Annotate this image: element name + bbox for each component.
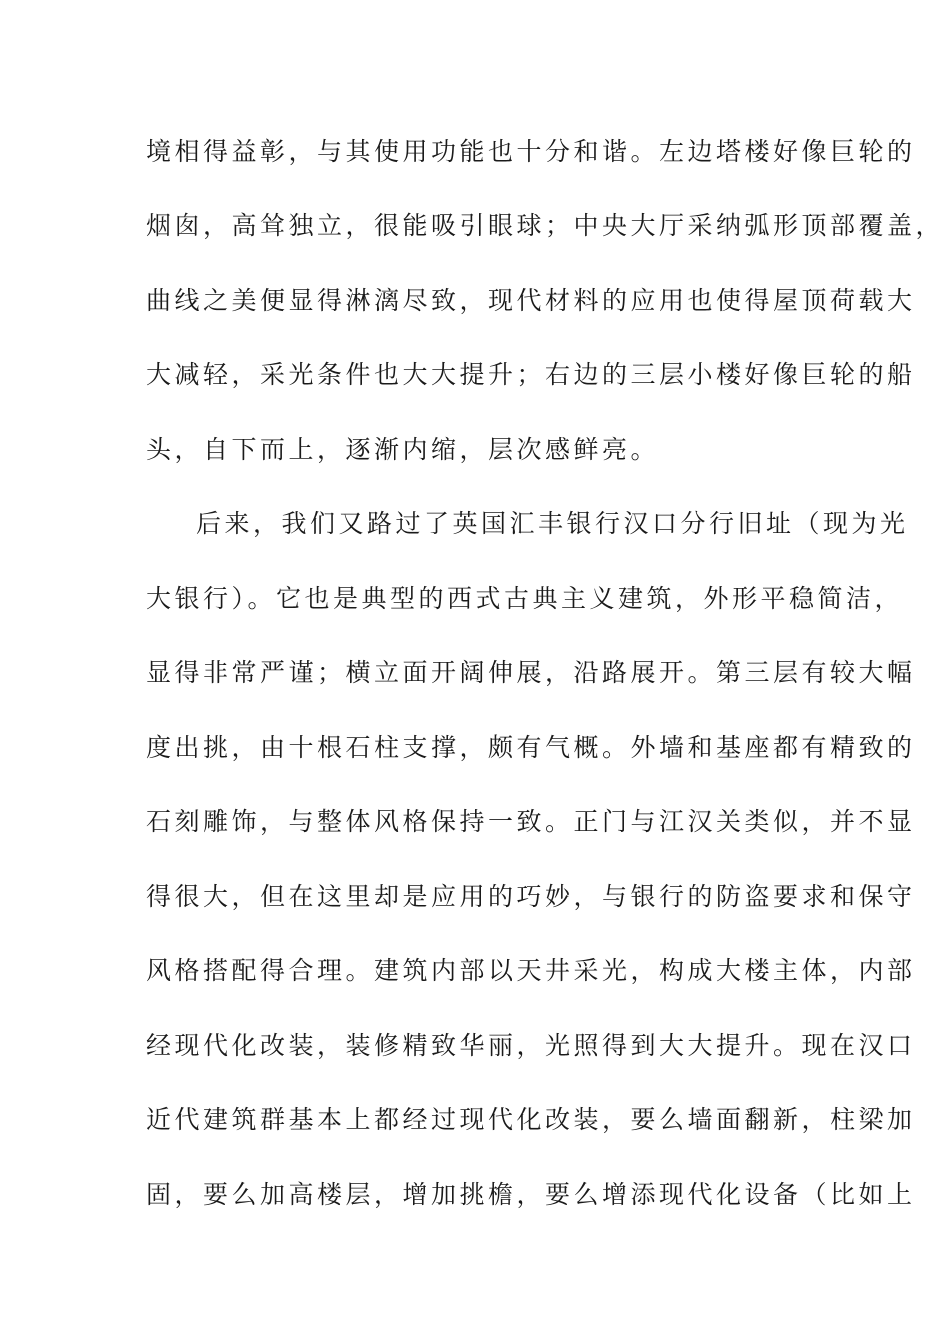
paragraph-first-line: 后来，我们又路过了英国汇丰银行汉口分行旧址（现为光 (196, 509, 909, 538)
text-line: 经现代化改装，装修精致华丽，光照得到大大提升。现在汉口 (146, 1031, 916, 1060)
text-line: 风格搭配得合理。建筑内部以天井采光，构成大楼主体，内部 (146, 956, 916, 985)
text-line: 固，要么加高楼层，增加挑檐，要么增添现代化设备（比如上 (146, 1180, 916, 1209)
text-line: 境相得益彰，与其使用功能也十分和谐。左边塔楼好像巨轮的 (146, 137, 916, 166)
text-line: 得很大，但在这里却是应用的巧妙，与银行的防盗要求和保守 (146, 882, 916, 911)
text-line: 大减轻，采光条件也大大提升；右边的三层小楼好像巨轮的船 (146, 360, 916, 389)
text-line: 近代建筑群基本上都经过现代化改装，要么墙面翻新，柱梁加 (146, 1105, 916, 1134)
text-line: 度出挑，由十根石柱支撑，颇有气概。外墙和基座都有精致的 (146, 733, 916, 762)
text-line: 大银行）。它也是典型的西式古典主义建筑，外形平稳简洁， (146, 584, 904, 613)
text-line: 显得非常严谨；横立面开阔伸展，沿路展开。第三层有较大幅 (146, 658, 916, 687)
text-line: 石刻雕饰，与整体风格保持一致。正门与江汉关类似，并不显 (146, 807, 916, 836)
text-line: 头，自下而上，逐渐内缩，层次感鲜亮。 (146, 435, 660, 464)
text-line: 曲线之美便显得淋漓尽致，现代材料的应用也使得屋顶荷载大 (146, 286, 916, 315)
text-line: 烟囱，高耸独立，很能吸引眼球；中央大厅采纳弧形顶部覆盖， (146, 211, 945, 240)
